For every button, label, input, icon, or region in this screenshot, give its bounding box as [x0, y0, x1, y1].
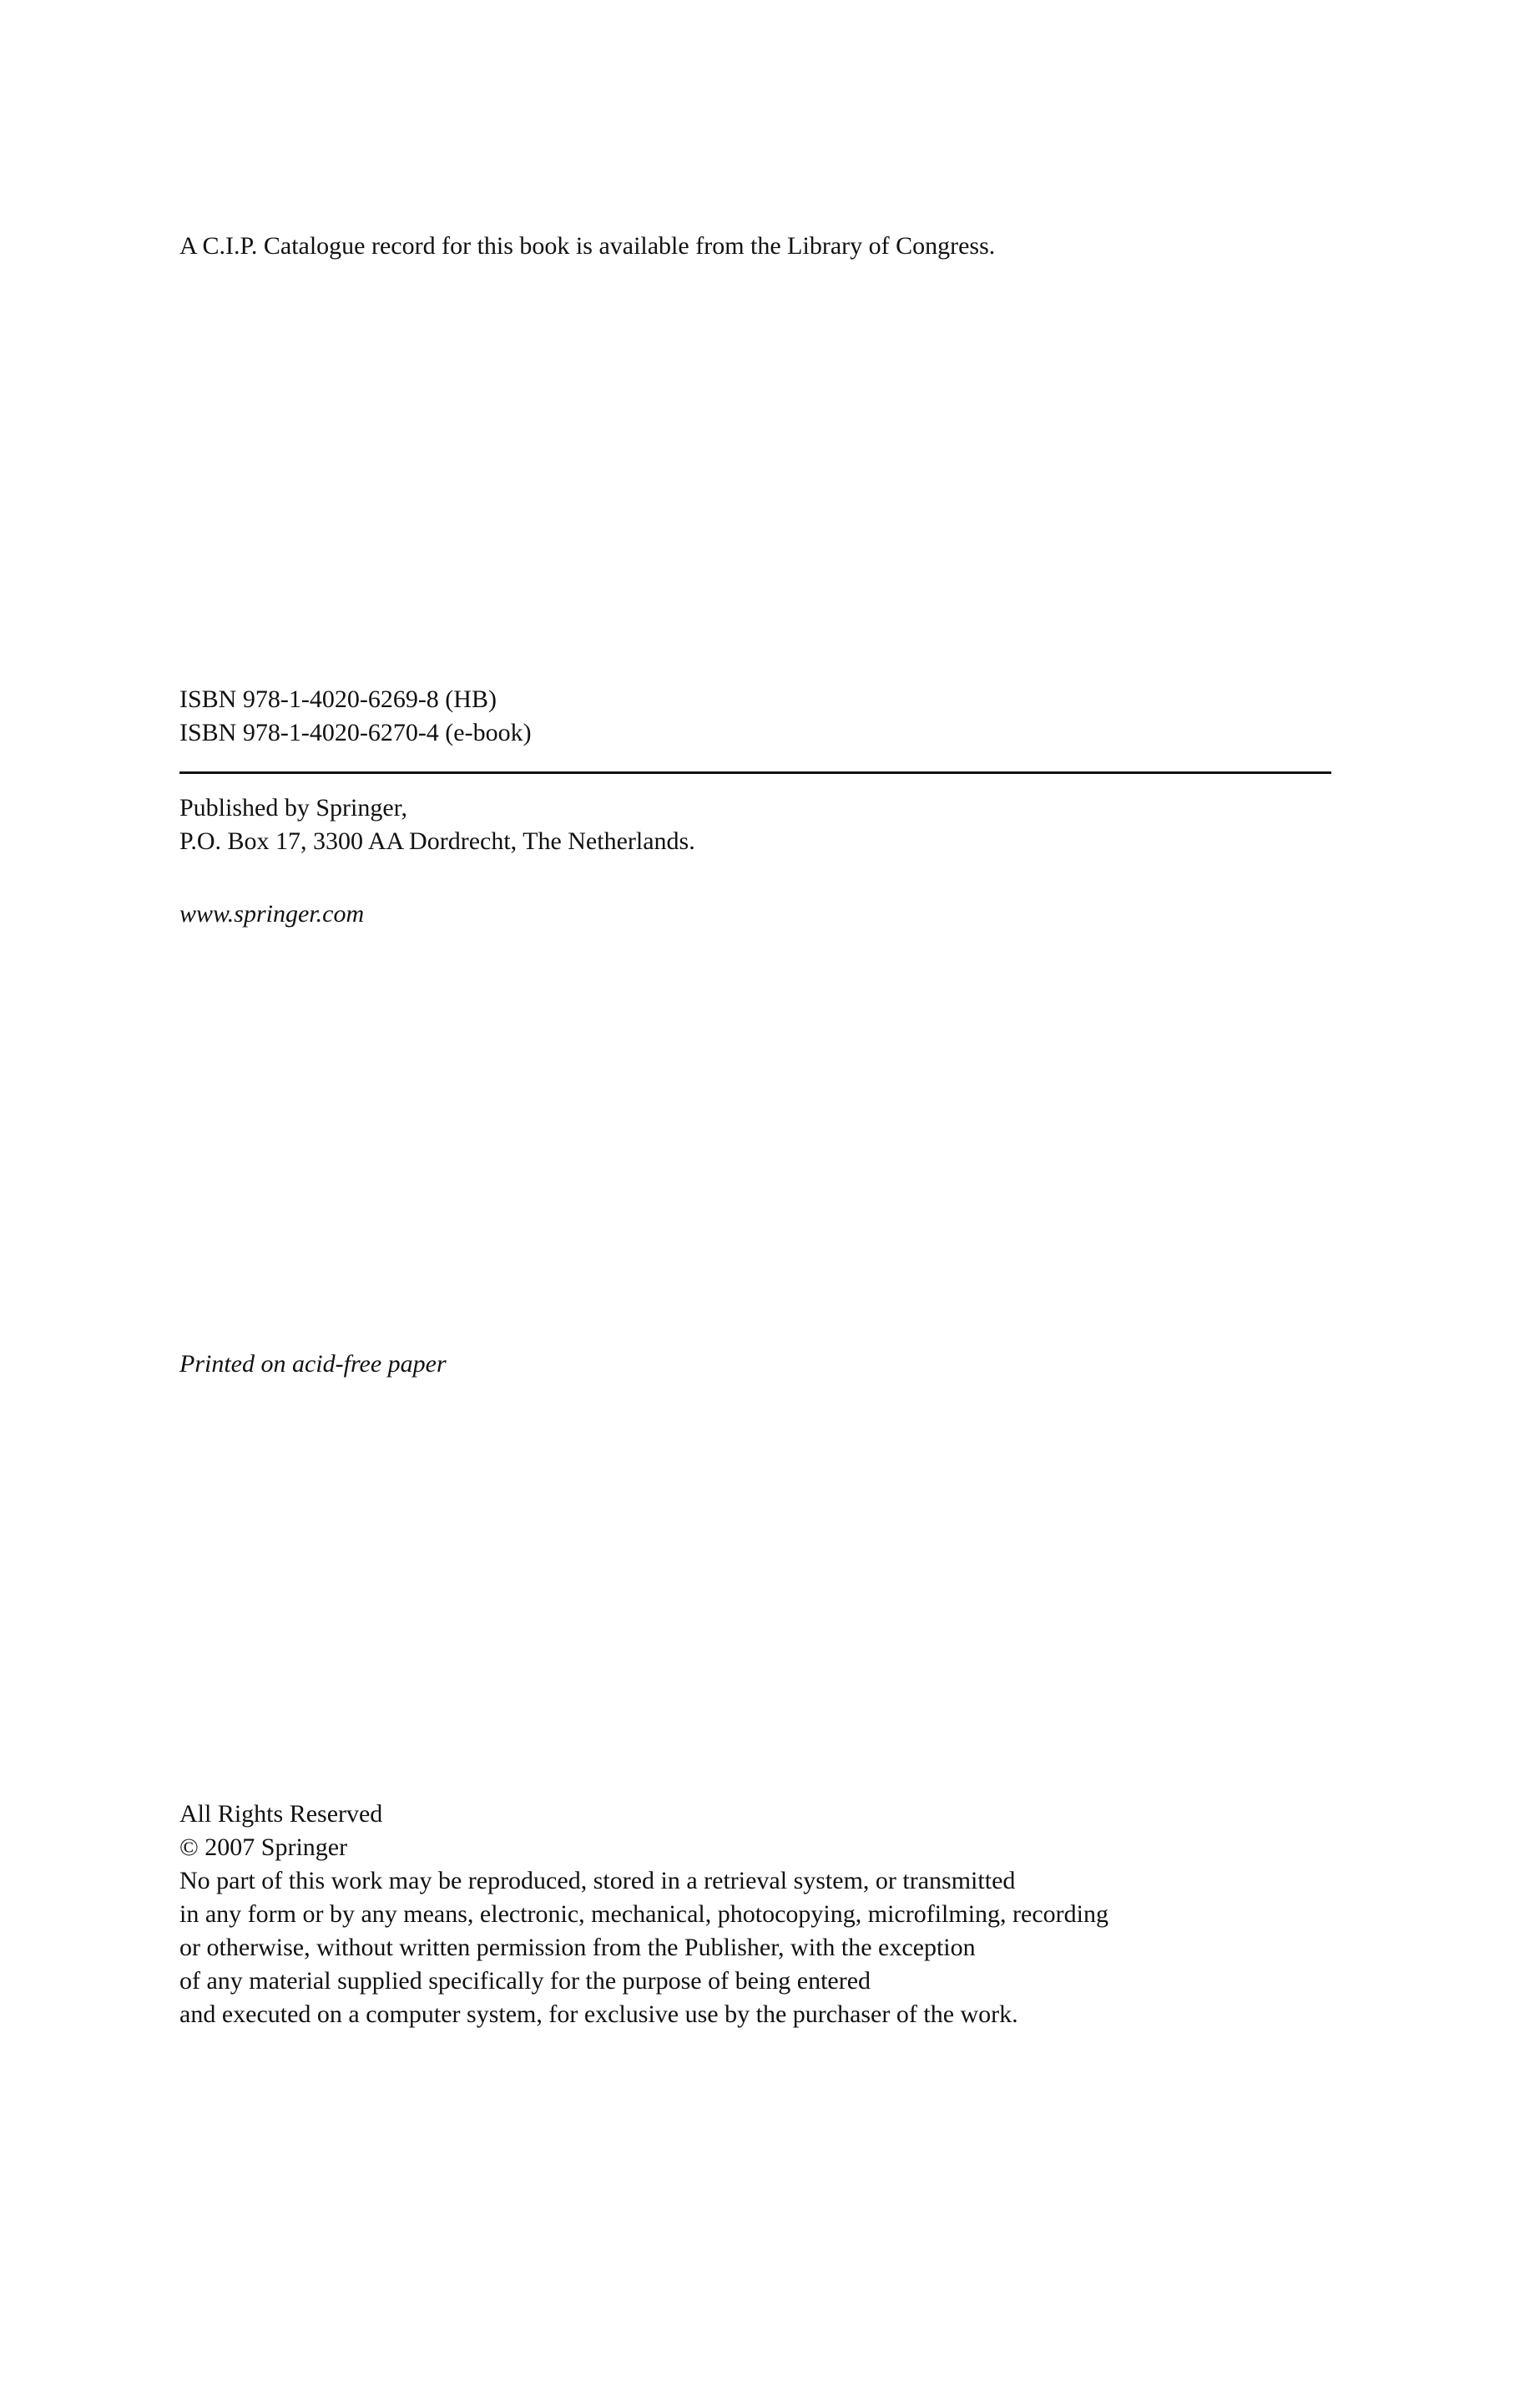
isbn-ebook: ISBN 978-1-4020-6270-4 (e-book): [179, 719, 532, 746]
publisher-address: P.O. Box 17, 3300 AA Dordrecht, The Netherlands.: [179, 827, 695, 855]
horizontal-rule: [179, 771, 1331, 774]
rights-text-line: in any form or by any means, electronic, mechanical, photocopying, microfilming, recording: [179, 1900, 1108, 1928]
rights-text-line: and executed on a computer system, for exclusive use by the purchaser of the work.: [179, 2000, 1018, 2028]
isbn-hardback: ISBN 978-1-4020-6269-8 (HB): [179, 685, 497, 713]
acid-free-paper-note: Printed on acid-free paper: [179, 1350, 447, 1378]
rights-text-line: or otherwise, without written permission from the Publisher, with the exception: [179, 1934, 976, 1961]
rights-heading: All Rights Reserved: [179, 1800, 383, 1828]
rights-text-line: No part of this work may be reproduced, stored in a retrieval system, or transmitted: [179, 1867, 1016, 1894]
copyright-line: © 2007 Springer: [179, 1833, 348, 1861]
publisher-line: Published by Springer,: [179, 794, 407, 822]
cip-record-line: A C.I.P. Catalogue record for this book is available from the Library of Congress.: [179, 232, 996, 260]
rights-text-line: of any material supplied specifically for the purpose of being entered: [179, 1967, 871, 1995]
publisher-website: www.springer.com: [179, 900, 365, 928]
